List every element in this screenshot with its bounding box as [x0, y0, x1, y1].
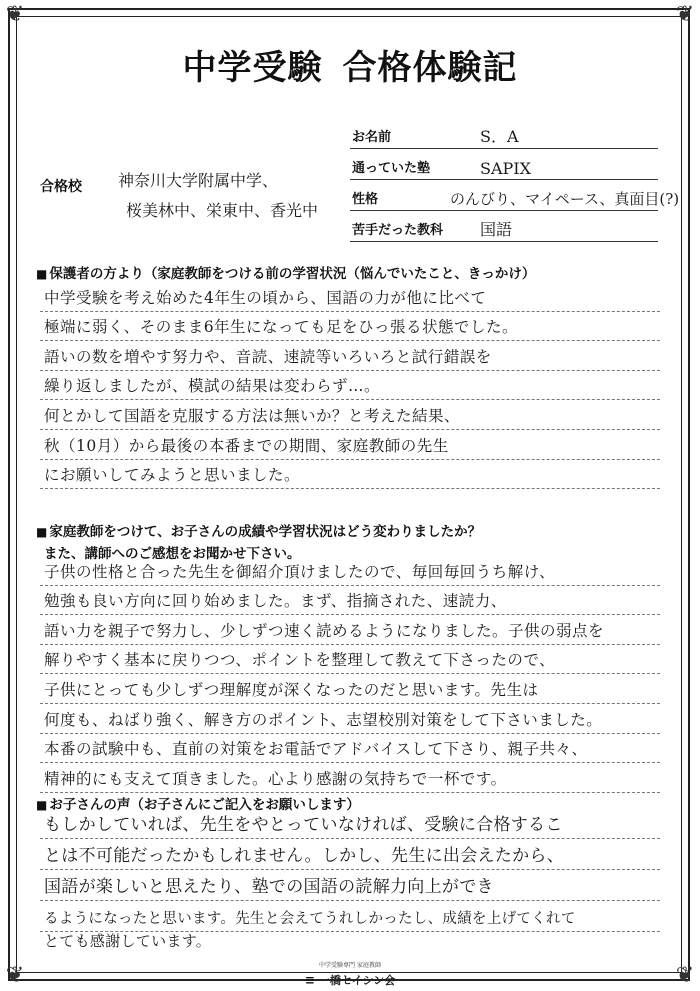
parent-after-text	[40, 556, 660, 793]
text-line: 秋（10月）から最後の本番までの期間、家庭教師の先生	[40, 430, 660, 460]
text-line: 何とかして国語を克服する方法は無いか？と考えた結果、	[40, 400, 660, 430]
personality-value: のんびり、マイペース、真面目(?)	[450, 190, 680, 208]
text-line: 何度も、ねばり強く、解き方のポイント、志望校別対策をして下さいました。	[40, 704, 660, 734]
passed-school-label: 合格校	[40, 179, 82, 195]
name-value: S．A	[480, 127, 519, 146]
weak-subject-value: 国語	[480, 220, 513, 239]
text-line: 本番の試験中も、直前の対策をお電話でアドバイスして下さり、親子共々、	[40, 734, 660, 764]
text-line: とは不可能だったかもしれません。しかし、先生に出会えたから、	[40, 839, 660, 870]
weak-subject-label: 苦手だった教科	[352, 223, 444, 238]
text-line: 子供の性格と合った先生を御紹介頂けましたので、毎回毎回うち解け、	[40, 556, 660, 586]
parent-before-heading: ■ 保護者の方より（家庭教師をつける前の学習状況（悩んでいたこと、きっかけ）	[36, 262, 535, 282]
text-line: 解りやすく基本に戻りつつ、ポイントを整理して教えて下さったので、	[40, 645, 660, 675]
corner-ornament-icon: ❦	[675, 2, 695, 27]
child-voice-text	[40, 808, 660, 954]
corner-ornament-icon: ❦	[5, 2, 25, 27]
title-left: 中学受験	[182, 48, 323, 88]
cram-school-value: SAPIX	[480, 159, 531, 178]
text-line: とても感謝しています。	[44, 932, 212, 950]
text-line: 国語が楽しいと思えたり、塾での国語の読解力向上ができ	[40, 870, 660, 901]
parent-after-heading: ■ 家庭教師をつけて、お子さんの成績や学習状況はどう変わりましたか？	[36, 520, 481, 540]
logo-mark-icon: ≡	[304, 973, 315, 987]
text-line: 中学受験を考え始めた4年生の頃から、国語の力が他に比べて	[40, 282, 660, 312]
corner-ornament-icon: ❦	[5, 963, 25, 988]
corner-ornament-icon: ❦	[675, 963, 695, 988]
weak-subject-row	[350, 211, 658, 242]
page-title	[0, 40, 700, 89]
name-row	[350, 118, 658, 149]
company-name: 一橋セイシン会	[318, 974, 396, 987]
text-line: にお願いしてみようと思いました。	[40, 460, 660, 490]
title-right: 合格体験記	[342, 48, 518, 88]
text-line: 精神的にも支えて頂きました。心より感謝の気持ちで一杯です。	[40, 763, 660, 793]
parent-before-text	[40, 282, 660, 489]
passed-school-line-2: 桜美林中、栄東中、香光中	[126, 201, 319, 220]
text-line: 語いの数を増やす努力や、音読、速読等いろいろと試行錯誤を	[40, 341, 660, 371]
company-tagline: 中学受験専門 家庭教師	[319, 962, 381, 969]
text-line: 勉強も良い方向に回り始めました。まず、指摘された、速読力、	[40, 586, 660, 616]
child-voice-heading: ■ お子さんの声（お子さんにご記入をお願いします）	[36, 793, 360, 813]
text-line: もしかしていれば、先生をやとっていなければ、受験に合格するこ	[40, 808, 660, 839]
text-line: 語い力を親子で努力し、少しずつ速く読めるようになりました。子供の弱点を	[40, 615, 660, 645]
name-label: お名前	[352, 130, 392, 145]
passed-school-line-1: 神奈川大学附属中学、	[118, 171, 279, 190]
text-line: 繰り返しましたが、模試の結果は変わらず…。	[40, 371, 660, 401]
personality-label: 性格	[352, 192, 379, 207]
text-line: るようになったと思います。先生と会えてうれしかったし、成績を上げてくれて	[40, 901, 660, 932]
cram-school-label: 通っていた塾	[352, 161, 431, 176]
parent-after-subheading: また、講師へのご感想をお聞かせ下さい。	[44, 546, 301, 562]
profile-table	[350, 118, 680, 242]
company-logo	[0, 960, 700, 988]
text-line: 極端に弱く、そのまま6年生になっても足をひっ張る状態でした。	[40, 312, 660, 342]
text-line: 子供にとっても少しずつ理解度が深くなったのだと思います。先生は	[40, 674, 660, 704]
personality-row	[350, 180, 680, 211]
cram-school-row	[350, 149, 658, 180]
